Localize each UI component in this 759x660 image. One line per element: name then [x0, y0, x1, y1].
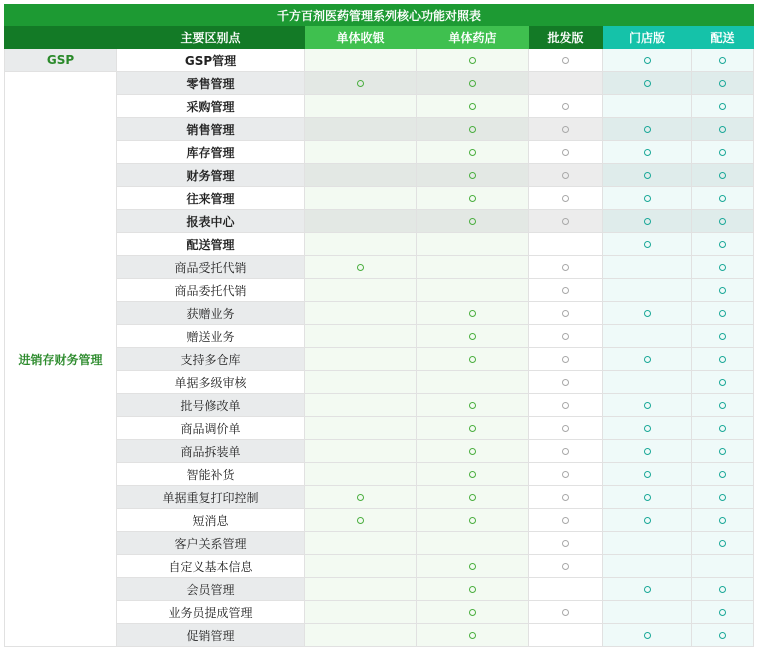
cell-distribution [692, 72, 754, 95]
circle-icon [469, 402, 476, 409]
circle-icon [469, 471, 476, 478]
circle-icon [562, 149, 569, 156]
feature-label: 批号修改单 [117, 394, 305, 417]
cell-store [603, 601, 692, 624]
table-row [5, 302, 754, 325]
feature-label: 促销管理 [117, 624, 305, 647]
circle-icon [469, 632, 476, 639]
cell-single-pharmacy [417, 348, 529, 371]
circle-icon [357, 517, 364, 524]
circle-icon [562, 195, 569, 202]
table-row [5, 233, 754, 256]
cell-distribution [692, 532, 754, 555]
circle-icon [469, 195, 476, 202]
table-row [5, 118, 754, 141]
feature-label: 销售管理 [117, 118, 305, 141]
circle-icon [644, 632, 651, 639]
cell-single-pharmacy [417, 509, 529, 532]
cell-wholesale [529, 95, 603, 118]
feature-label: 单据重复打印控制 [117, 486, 305, 509]
cell-single-cashier [305, 348, 417, 371]
cell-store [603, 118, 692, 141]
cell-wholesale [529, 256, 603, 279]
circle-icon [719, 103, 726, 110]
circle-icon [719, 241, 726, 248]
circle-icon [644, 172, 651, 179]
cell-store [603, 394, 692, 417]
feature-label: 商品拆装单 [117, 440, 305, 463]
circle-icon [469, 126, 476, 133]
cell-store [603, 578, 692, 601]
circle-icon [469, 149, 476, 156]
feature-label: 短消息 [117, 509, 305, 532]
circle-icon [562, 126, 569, 133]
table-row [5, 164, 754, 187]
feature-label: 库存管理 [117, 141, 305, 164]
cell-single-cashier [305, 210, 417, 233]
table-row [5, 49, 754, 72]
cell-single-pharmacy [417, 394, 529, 417]
header-product-wholesale: 批发版 [529, 26, 603, 49]
cell-wholesale [529, 578, 603, 601]
feature-label: 单据多级审核 [117, 371, 305, 394]
cell-single-cashier [305, 72, 417, 95]
circle-icon [469, 57, 476, 64]
cell-single-pharmacy [417, 187, 529, 210]
table-row [5, 348, 754, 371]
circle-icon [644, 149, 651, 156]
cell-distribution [692, 601, 754, 624]
cell-wholesale [529, 279, 603, 302]
cell-single-cashier [305, 141, 417, 164]
circle-icon [719, 310, 726, 317]
cell-store [603, 279, 692, 302]
cell-single-pharmacy [417, 164, 529, 187]
cell-distribution [692, 463, 754, 486]
circle-icon [469, 103, 476, 110]
cell-distribution [692, 325, 754, 348]
cell-store [603, 187, 692, 210]
circle-icon [562, 448, 569, 455]
cell-single-cashier [305, 555, 417, 578]
circle-icon [644, 57, 651, 64]
circle-icon [357, 264, 364, 271]
circle-icon [719, 632, 726, 639]
cell-single-cashier [305, 95, 417, 118]
cell-single-pharmacy [417, 371, 529, 394]
cell-wholesale [529, 164, 603, 187]
header-product-distribution: 配送 [692, 26, 754, 49]
cell-distribution [692, 118, 754, 141]
cell-distribution [692, 256, 754, 279]
cell-single-cashier [305, 302, 417, 325]
table-row [5, 325, 754, 348]
feature-label: 零售管理 [117, 72, 305, 95]
circle-icon [719, 379, 726, 386]
cell-single-pharmacy [417, 141, 529, 164]
cell-distribution [692, 578, 754, 601]
feature-label: 商品受托代销 [117, 256, 305, 279]
cell-single-cashier [305, 394, 417, 417]
cell-store [603, 532, 692, 555]
circle-icon [719, 218, 726, 225]
circle-icon [469, 80, 476, 87]
cell-store [603, 256, 692, 279]
cell-distribution [692, 348, 754, 371]
circle-icon [644, 80, 651, 87]
cell-single-cashier [305, 187, 417, 210]
comparison-table [4, 4, 754, 647]
cell-single-cashier [305, 624, 417, 647]
cell-single-cashier [305, 532, 417, 555]
cell-single-pharmacy [417, 555, 529, 578]
cell-distribution [692, 141, 754, 164]
cell-wholesale [529, 486, 603, 509]
cell-single-cashier [305, 440, 417, 463]
table-row [5, 601, 754, 624]
circle-icon [469, 310, 476, 317]
table-row [5, 532, 754, 555]
table-row [5, 95, 754, 118]
circle-icon [719, 57, 726, 64]
cell-single-pharmacy [417, 532, 529, 555]
circle-icon [357, 494, 364, 501]
feature-label: 支持多仓库 [117, 348, 305, 371]
cell-single-cashier [305, 279, 417, 302]
circle-icon [719, 356, 726, 363]
circle-icon [562, 287, 569, 294]
cell-wholesale [529, 601, 603, 624]
circle-icon [469, 172, 476, 179]
circle-icon [562, 310, 569, 317]
circle-icon [562, 494, 569, 501]
cell-single-pharmacy [417, 95, 529, 118]
cell-wholesale [529, 141, 603, 164]
circle-icon [562, 425, 569, 432]
feature-label: 会员管理 [117, 578, 305, 601]
cell-single-cashier [305, 417, 417, 440]
cell-wholesale [529, 302, 603, 325]
cell-store [603, 141, 692, 164]
cell-single-cashier [305, 463, 417, 486]
circle-icon [644, 310, 651, 317]
circle-icon [644, 448, 651, 455]
cell-store [603, 417, 692, 440]
table-row [5, 394, 754, 417]
circle-icon [644, 517, 651, 524]
cell-wholesale [529, 532, 603, 555]
circle-icon [469, 333, 476, 340]
table-row [5, 72, 754, 95]
table-row [5, 555, 754, 578]
circle-icon [719, 471, 726, 478]
circle-icon [644, 241, 651, 248]
cell-wholesale [529, 440, 603, 463]
cell-store [603, 49, 692, 72]
cell-distribution [692, 164, 754, 187]
cell-single-pharmacy [417, 325, 529, 348]
cell-distribution [692, 302, 754, 325]
cell-store [603, 624, 692, 647]
circle-icon [469, 448, 476, 455]
cell-distribution [692, 49, 754, 72]
cell-wholesale [529, 509, 603, 532]
feature-label: 财务管理 [117, 164, 305, 187]
circle-icon [562, 218, 569, 225]
circle-icon [644, 586, 651, 593]
cell-store [603, 164, 692, 187]
cell-distribution [692, 210, 754, 233]
circle-icon [719, 172, 726, 179]
circle-icon [644, 402, 651, 409]
cell-single-pharmacy [417, 601, 529, 624]
cell-single-pharmacy [417, 624, 529, 647]
cell-distribution [692, 371, 754, 394]
cell-distribution [692, 233, 754, 256]
cell-single-cashier [305, 325, 417, 348]
feature-label: 商品调价单 [117, 417, 305, 440]
circle-icon [644, 126, 651, 133]
header-product-single-pharmacy: 单体药店 [417, 26, 529, 49]
cell-distribution [692, 555, 754, 578]
cell-single-pharmacy [417, 118, 529, 141]
cell-store [603, 486, 692, 509]
cell-single-pharmacy [417, 486, 529, 509]
circle-icon [562, 609, 569, 616]
circle-icon [719, 333, 726, 340]
circle-icon [469, 586, 476, 593]
circle-icon [469, 425, 476, 432]
cell-wholesale [529, 394, 603, 417]
cell-single-pharmacy [417, 256, 529, 279]
cell-store [603, 348, 692, 371]
circle-icon [562, 103, 569, 110]
circle-icon [562, 402, 569, 409]
cell-store [603, 95, 692, 118]
table-row [5, 463, 754, 486]
table-row [5, 440, 754, 463]
cell-distribution [692, 394, 754, 417]
circle-icon [562, 57, 569, 64]
circle-icon [644, 471, 651, 478]
feature-label: 自定义基本信息 [117, 555, 305, 578]
circle-icon [644, 218, 651, 225]
cell-single-pharmacy [417, 210, 529, 233]
cell-wholesale [529, 348, 603, 371]
cell-single-pharmacy [417, 463, 529, 486]
cell-store [603, 325, 692, 348]
feature-label: 客户关系管理 [117, 532, 305, 555]
table-row [5, 371, 754, 394]
cell-single-cashier [305, 486, 417, 509]
circle-icon [469, 356, 476, 363]
feature-label: 智能补货 [117, 463, 305, 486]
circle-icon [644, 195, 651, 202]
cell-single-pharmacy [417, 233, 529, 256]
cell-wholesale [529, 118, 603, 141]
cell-single-pharmacy [417, 417, 529, 440]
circle-icon [562, 264, 569, 271]
cell-wholesale [529, 233, 603, 256]
cell-wholesale [529, 187, 603, 210]
circle-icon [562, 379, 569, 386]
table-title: 千方百剂医药管理系列核心功能对照表 [5, 5, 754, 26]
cell-store [603, 509, 692, 532]
cell-wholesale [529, 210, 603, 233]
circle-icon [469, 563, 476, 570]
circle-icon [719, 195, 726, 202]
cell-single-cashier [305, 578, 417, 601]
table-row [5, 256, 754, 279]
circle-icon [644, 356, 651, 363]
cell-single-cashier [305, 601, 417, 624]
feature-label: 报表中心 [117, 210, 305, 233]
table-row [5, 578, 754, 601]
cell-distribution [692, 440, 754, 463]
circle-icon [719, 448, 726, 455]
cell-wholesale [529, 417, 603, 440]
circle-icon [719, 517, 726, 524]
cell-store [603, 440, 692, 463]
cell-store [603, 302, 692, 325]
circle-icon [469, 218, 476, 225]
header-product-store: 门店版 [603, 26, 692, 49]
circle-icon [562, 517, 569, 524]
cell-distribution [692, 279, 754, 302]
cell-store [603, 555, 692, 578]
circle-icon [719, 149, 726, 156]
feature-label: 获赠业务 [117, 302, 305, 325]
cell-distribution [692, 624, 754, 647]
circle-icon [719, 586, 726, 593]
cell-single-cashier [305, 371, 417, 394]
table-row [5, 187, 754, 210]
cell-store [603, 463, 692, 486]
cell-single-cashier [305, 49, 417, 72]
feature-label: 商品委托代销 [117, 279, 305, 302]
feature-label: 采购管理 [117, 95, 305, 118]
cell-single-pharmacy [417, 578, 529, 601]
cell-wholesale [529, 72, 603, 95]
feature-label: 业务员提成管理 [117, 601, 305, 624]
table-row [5, 210, 754, 233]
circle-icon [562, 563, 569, 570]
cell-single-pharmacy [417, 440, 529, 463]
cell-store [603, 233, 692, 256]
circle-icon [469, 609, 476, 616]
circle-icon [719, 494, 726, 501]
circle-icon [562, 356, 569, 363]
table-row [5, 486, 754, 509]
circle-icon [719, 540, 726, 547]
table-row [5, 624, 754, 647]
circle-icon [719, 402, 726, 409]
cell-single-pharmacy [417, 49, 529, 72]
table-row [5, 279, 754, 302]
cell-store [603, 210, 692, 233]
cell-wholesale [529, 463, 603, 486]
circle-icon [562, 540, 569, 547]
circle-icon [562, 333, 569, 340]
circle-icon [469, 494, 476, 501]
circle-icon [357, 80, 364, 87]
circle-icon [719, 425, 726, 432]
cell-distribution [692, 509, 754, 532]
circle-icon [469, 517, 476, 524]
feature-label: GSP管理 [117, 49, 305, 72]
circle-icon [562, 471, 569, 478]
cell-distribution [692, 486, 754, 509]
table-row [5, 141, 754, 164]
cell-store [603, 72, 692, 95]
cell-distribution [692, 417, 754, 440]
feature-label: 往来管理 [117, 187, 305, 210]
header-blank [5, 26, 117, 49]
table-row [5, 509, 754, 532]
cell-single-cashier [305, 164, 417, 187]
feature-label: 赠送业务 [117, 325, 305, 348]
cell-wholesale [529, 49, 603, 72]
table-row [5, 417, 754, 440]
circle-icon [644, 425, 651, 432]
circle-icon [719, 264, 726, 271]
cell-store [603, 371, 692, 394]
circle-icon [562, 172, 569, 179]
header-feature: 主要区别点 [117, 26, 305, 49]
circle-icon [719, 609, 726, 616]
circle-icon [719, 126, 726, 133]
cell-wholesale [529, 325, 603, 348]
header-product-single-cashier: 单体收银 [305, 26, 417, 49]
cell-single-pharmacy [417, 279, 529, 302]
cell-wholesale [529, 555, 603, 578]
cell-distribution [692, 187, 754, 210]
cell-single-cashier [305, 256, 417, 279]
circle-icon [644, 494, 651, 501]
cell-wholesale [529, 371, 603, 394]
cell-distribution [692, 95, 754, 118]
cell-single-pharmacy [417, 302, 529, 325]
cell-single-cashier [305, 233, 417, 256]
cell-wholesale [529, 624, 603, 647]
cell-single-cashier [305, 509, 417, 532]
group-label-gsp: GSP [5, 49, 117, 72]
group-label-main: 进销存财务管理 [5, 72, 117, 647]
cell-single-cashier [305, 118, 417, 141]
circle-icon [719, 80, 726, 87]
cell-single-pharmacy [417, 72, 529, 95]
circle-icon [719, 287, 726, 294]
feature-label: 配送管理 [117, 233, 305, 256]
